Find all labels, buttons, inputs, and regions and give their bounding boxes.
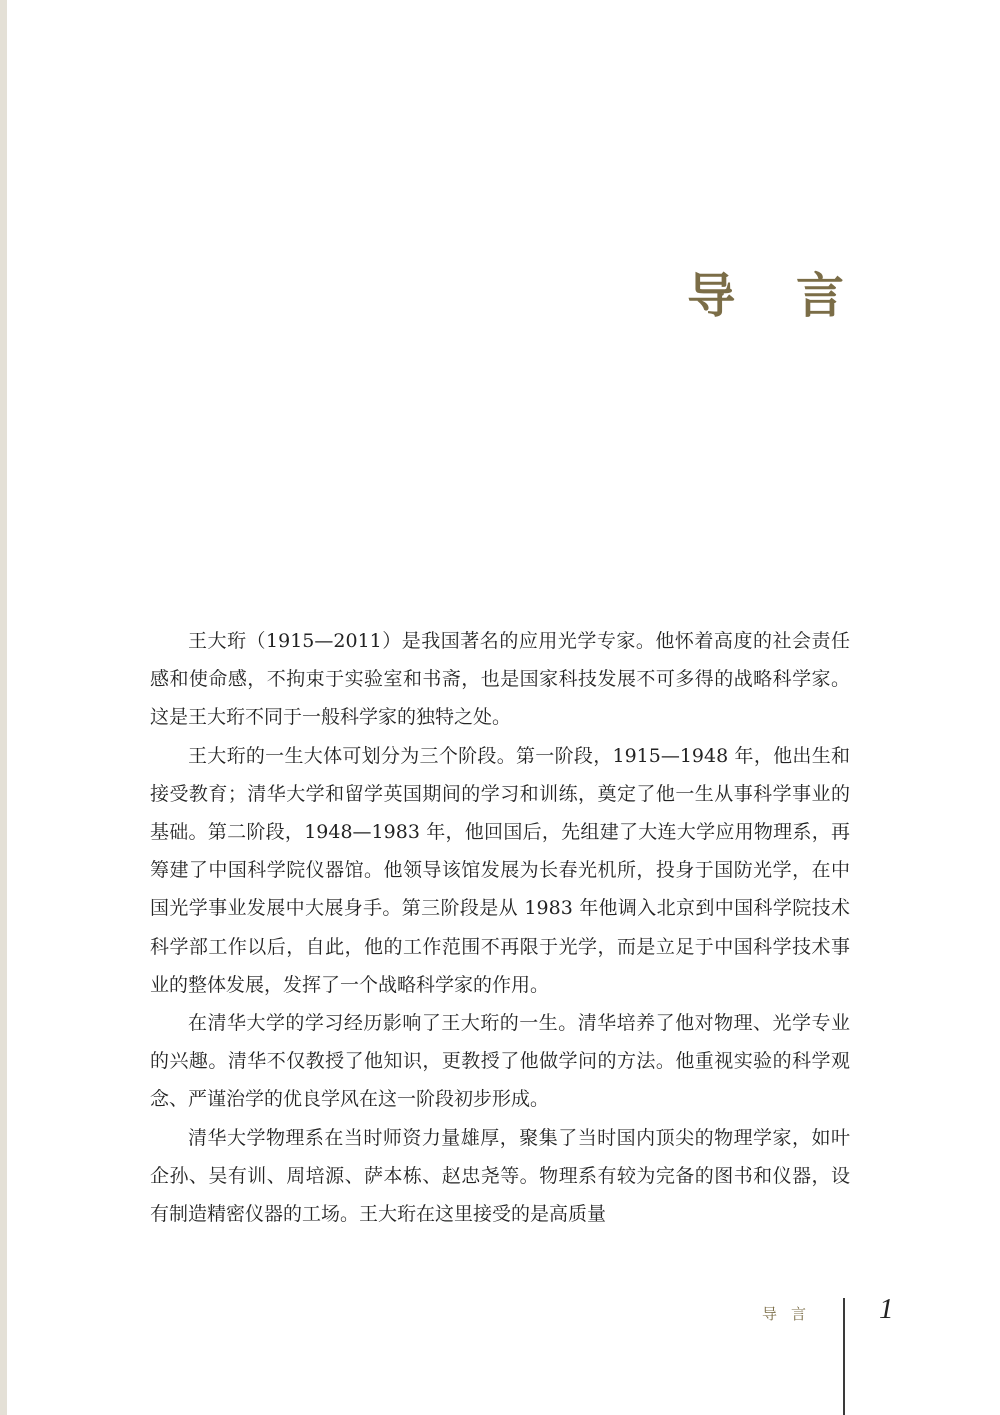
page-edge-strip xyxy=(0,0,7,1415)
chapter-title: 导 言 xyxy=(687,268,866,324)
page-number: 1 xyxy=(879,1293,894,1325)
paragraph-4: 清华大学物理系在当时师资力量雄厚，聚集了当时国内顶尖的物理学家，如叶企孙、吴有训、周培源、萨本栋、赵忠尧等。物理系有较为完备的图书和仪器，设有制造精密仪器的工场。王大珩在这里接受的是高质量 xyxy=(150,1126,850,1226)
footer-vertical-rule xyxy=(843,1298,845,1415)
paragraph-2: 王大珩的一生大体可划分为三个阶段。第一阶段，1915—1948 年，他出生和接受教育；清华大学和留学英国期间的学习和训练，奠定了他一生从事科学事业的基础。第二阶段，1948—1983 年，他回国后，先组建了大连大学应用物理系，再筹建了中国科学院仪器馆。他领导该馆发展为长春光机所，投身于国防光学，在中国光学事业发展中大展身手。第三阶段是从 1983 年他调入北京到中国科学院技术科学部工作以后，自此，他的工作范围不再限于光学，而是立足于中国科学技术事业的整体发展，发挥了一个战略科学家的作用。 xyxy=(150,744,850,996)
running-head: 导言 xyxy=(762,1305,821,1323)
paragraph-3: 在清华大学的学习经历影响了王大珩的一生。清华培养了他对物理、光学专业的兴趣。清华不仅教授了他知识，更教授了他做学问的方法。他重视实验的科学观念、严谨治学的优良学风在这一阶段初步形成。 xyxy=(150,1012,850,1111)
paragraph-1: 王大珩（1915—2011）是我国著名的应用光学专家。他怀着高度的社会责任感和使命感，不拘束于实验室和书斋，也是国家科技发展不可多得的战略科学家。这是王大珩不同于一般科学家的独特之处。 xyxy=(150,630,850,729)
body-text xyxy=(150,622,850,1233)
